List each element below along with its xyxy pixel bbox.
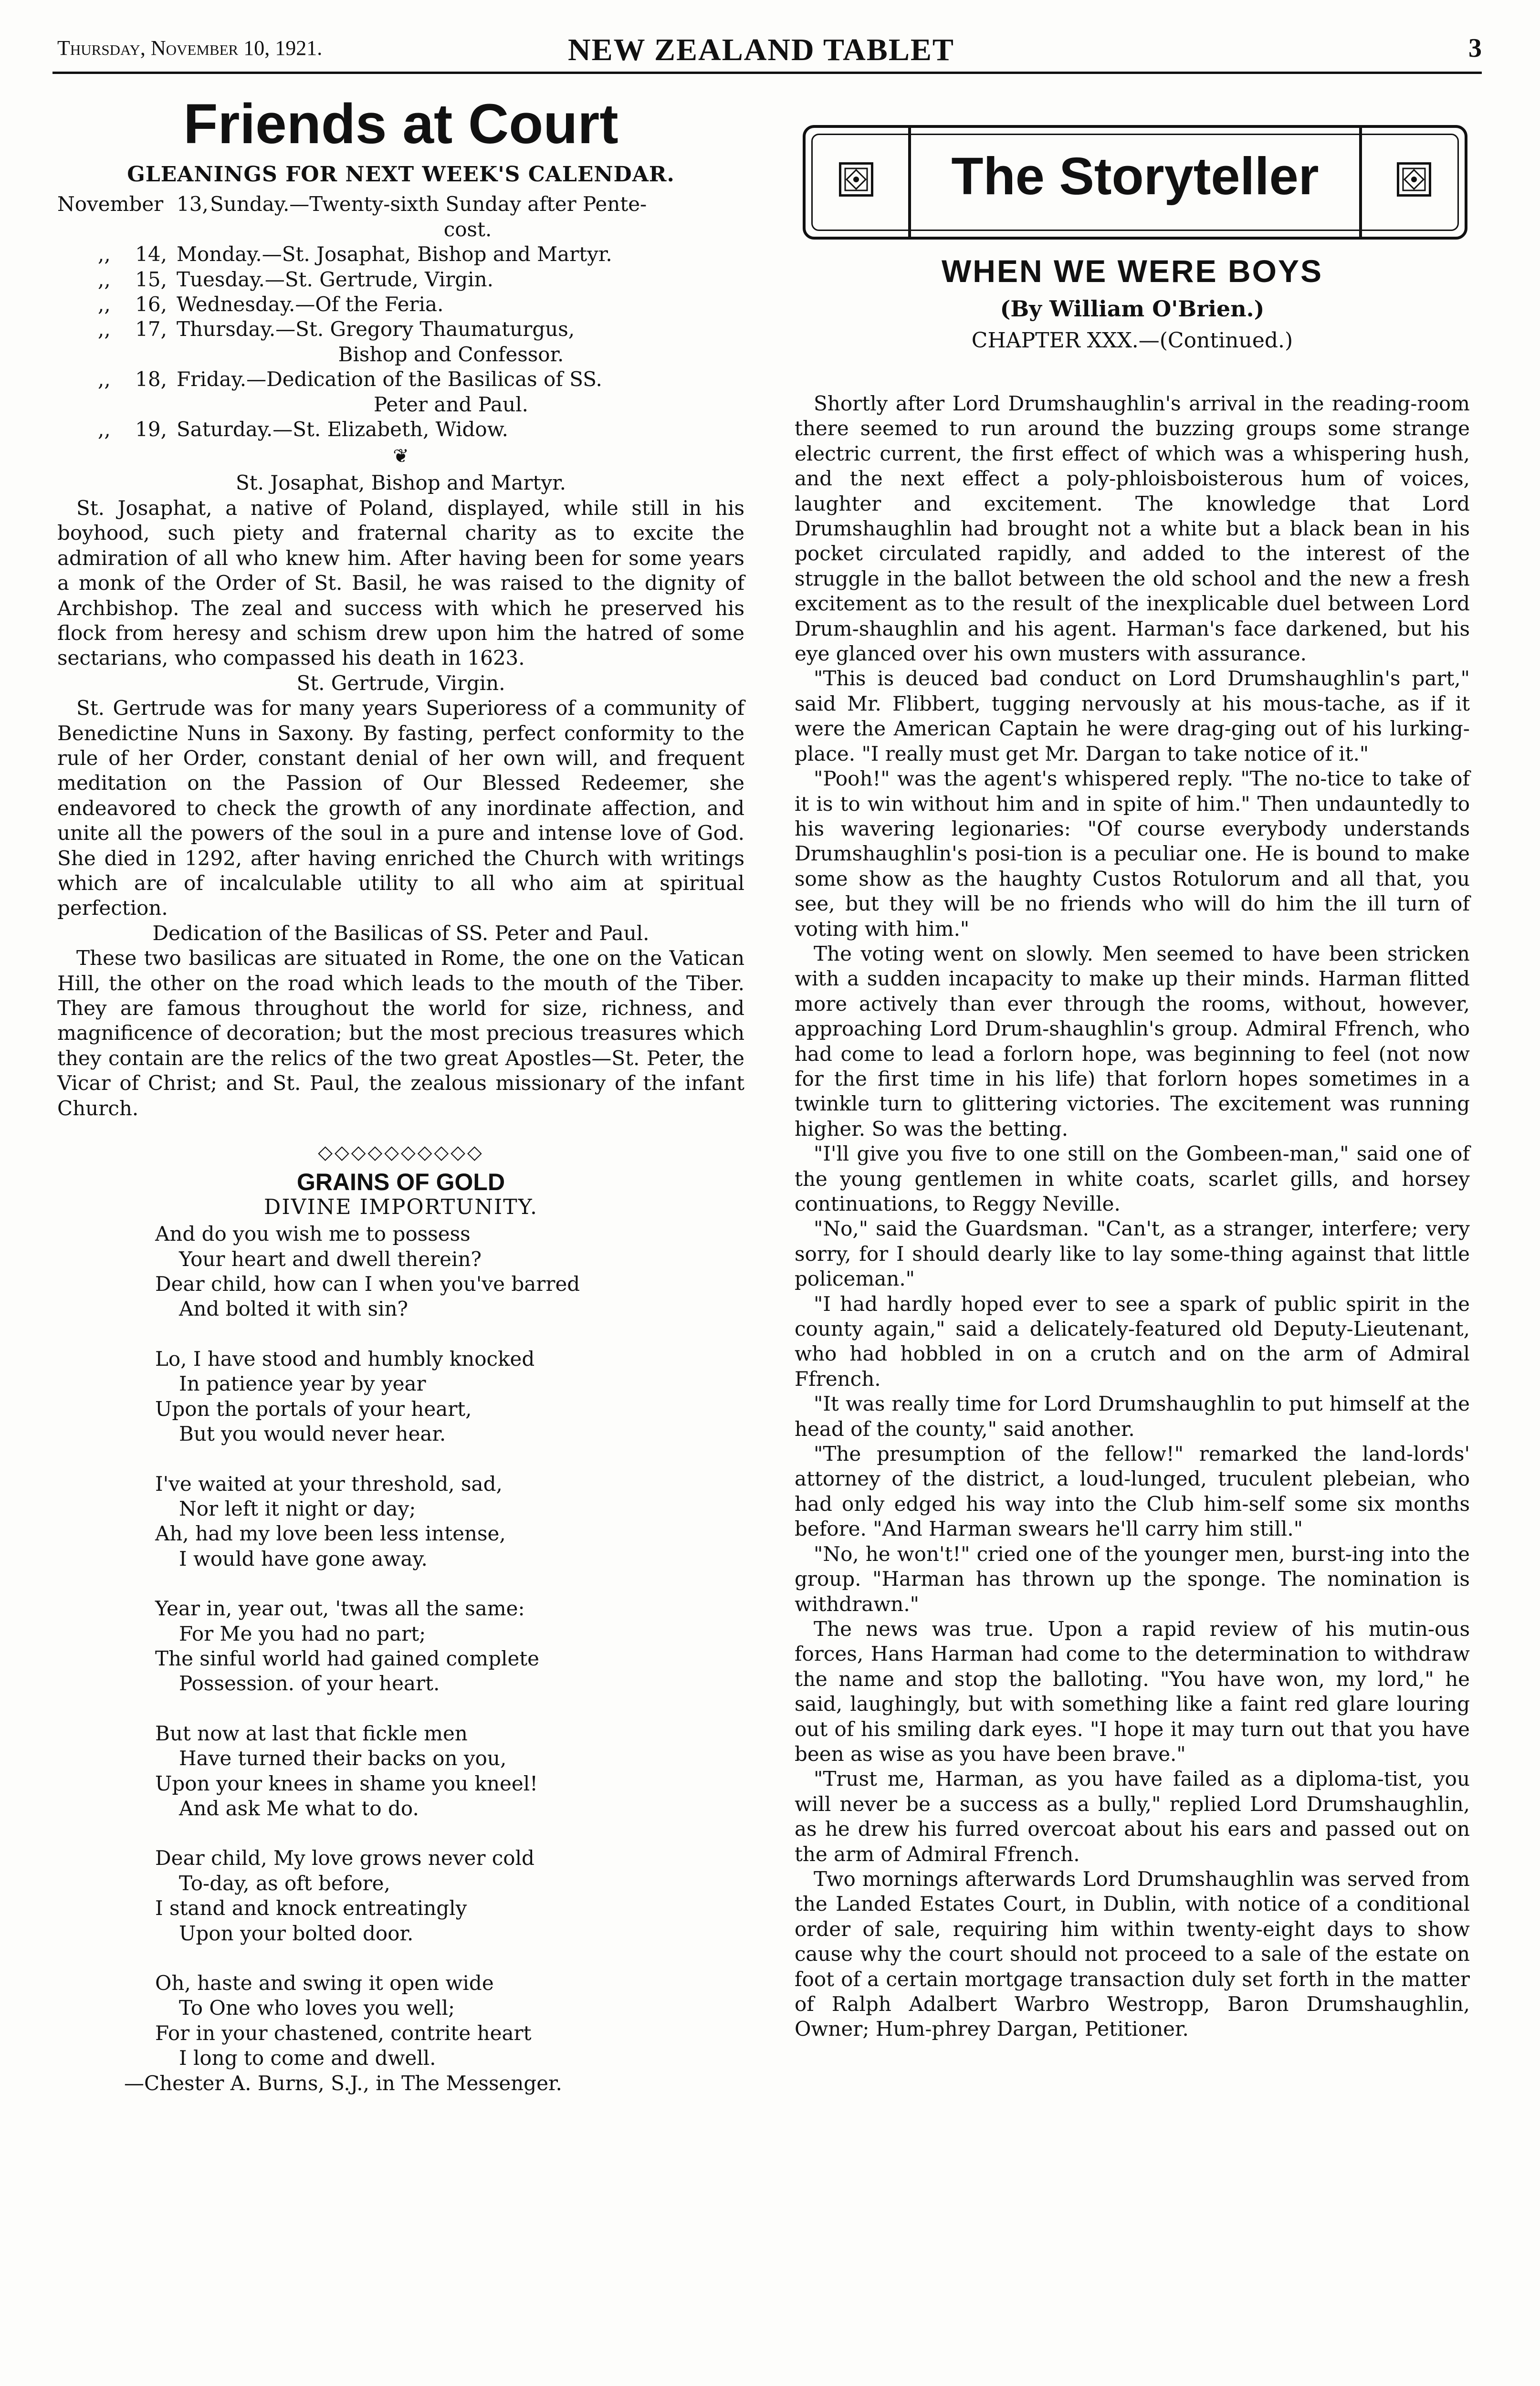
calendar-text xyxy=(177,367,744,417)
poem-line: Possession. of your heart. xyxy=(179,1672,440,1695)
left-column xyxy=(57,76,744,2096)
story-paragraph: "I'll give you five to one still on the Gombeen-man," said one of the young gentlemen in white coats, scarlet gills, and horsey continuations, to Reggy Neville. xyxy=(795,1142,1470,1215)
poem-line: Dear child, My love grows never cold xyxy=(155,1846,534,1870)
poem-line: Ah, had my love been less intense, xyxy=(155,1522,506,1546)
poem-line: In patience year by year xyxy=(179,1372,426,1396)
ditto-mark: ,, xyxy=(98,367,111,391)
calendar-text xyxy=(210,192,744,242)
calendar-line: Peter and Paul. xyxy=(374,392,528,416)
calendar-day-number: 13, xyxy=(177,192,209,216)
calendar-text xyxy=(177,267,744,292)
calendar-text xyxy=(177,292,744,317)
banner-divider xyxy=(908,128,911,237)
calendar-day-number: 18, xyxy=(135,367,167,391)
calendar-entry xyxy=(57,292,744,317)
poem-line: Upon your knees in shame you kneel! xyxy=(155,1771,538,1795)
poem-stanza xyxy=(155,1846,744,1946)
calendar-list xyxy=(57,192,744,442)
issue-date: Thursday, November 10, 1921. xyxy=(57,36,323,60)
poem-line: Year in, year out, 'twas all the same: xyxy=(155,1597,525,1621)
storyteller-title: The Storyteller xyxy=(951,147,1319,206)
poem-line: Upon your bolted door. xyxy=(179,1921,414,1945)
ornament-icon: ❦ xyxy=(393,445,409,468)
storyteller-banner xyxy=(803,125,1467,240)
story-paragraph: Shortly after Lord Drumshaughlin's arrival in the reading-room there seemed to run around the buzzing groups some strange electric current, the first effect of which was a whispering hush, and the next effect a poly-phloisboisterous hum of voices, laughter and excitement. The knowledge that Lord Drumshaughlin had brought not a white but a black bean in his pocket circulated rapidly, and added to the interest of the struggle in the ballot between the old school and the new a fresh excitement as to the result of the inexplicable duel between Lord Drum-shaughlin and his agent. Harman's face darkened, but his eye glanced over his own musters with assurance. xyxy=(795,392,1470,666)
calendar-day-number: 19, xyxy=(135,418,167,441)
poem-line: But you would never hear. xyxy=(179,1422,446,1446)
calendar-text xyxy=(177,417,744,442)
calendar-line: Monday.—St. Josaphat, Bishop and Martyr. xyxy=(177,242,612,266)
feast-paragraph: St. Gertrude was for many years Superioress of a community of Benedictine Nuns in Saxony. By fasting, perfect conformity to the rule of her Order, constant denial of her own will, and frequent meditation on the Passion of Our Blessed Redeemer, she endeavored to check the growth of any inordinate affection, and unite all the powers of the soul in a pure and intense love of God. She died in 1292, after having enriched the Church with writings which are of incalculable utility to all who aim at spiritual perfection. xyxy=(57,696,744,920)
poem xyxy=(57,1222,744,2071)
ditto-mark: ,, xyxy=(98,418,111,441)
calendar-line: Saturday.—St. Elizabeth, Widow. xyxy=(177,418,509,441)
feast-heading: Dedication of the Basilicas of SS. Peter and Paul. xyxy=(152,921,650,945)
story-byline: (By William O'Brien.) xyxy=(1000,296,1265,322)
poem-attribution: —Chester A. Burns, S.J., in The Messenger. xyxy=(124,2071,562,2095)
poem-line: Lo, I have stood and humbly knocked xyxy=(155,1347,535,1371)
ditto-mark: ,, xyxy=(98,267,111,291)
poem-line: I long to come and dwell. xyxy=(179,2046,436,2070)
calendar-line: Sunday.—Twenty-sixth Sunday after Pente- xyxy=(210,192,647,216)
ditto-mark: ,, xyxy=(98,317,111,341)
calendar-line: Friday.—Dedication of the Basilicas of SS. xyxy=(177,367,602,391)
poem-line: To One who loves you well; xyxy=(179,1996,455,2020)
poem-title: DIVINE IMPORTUNITY. xyxy=(264,1194,538,1219)
story-paragraph: "Trust me, Harman, as you have failed as a diploma-tist, you will never be a success as a bully," replied Lord Drumshaughlin, as he drew his furred overcoat about his ears and passed out on the arm of Admiral Ffrench. xyxy=(795,1767,1470,1866)
calendar-line: Tuesday.—St. Gertrude, Virgin. xyxy=(177,267,494,291)
story-body xyxy=(795,391,1470,2042)
poem-line: Upon the portals of your heart, xyxy=(155,1397,472,1421)
poem-line: The sinful world had gained complete xyxy=(155,1646,540,1670)
poem-stanza xyxy=(155,1596,744,1696)
calendar-date: November xyxy=(57,192,164,216)
ditto-mark: ,, xyxy=(98,293,111,316)
calendar-entry xyxy=(57,367,744,417)
poem-stanza xyxy=(155,1721,744,1821)
calendar-line: Thursday.—St. Gregory Thaumaturgus, xyxy=(177,317,575,341)
grains-of-gold-title: GRAINS OF GOLD xyxy=(296,1169,505,1196)
feast-paragraph: St. Josaphat, a native of Poland, displayed, while still in his boyhood, such piety and fraternal charity as to excite the admiration of all who knew him. After having been for some years a monk of the Order of St. Basil, he was raised to the dignity of Archbishop. The zeal and success with which he preserved his flock from heresy and schism drew upon him the hatred of some sectarians, who compassed his death in 1623. xyxy=(57,496,744,670)
poem-line: For Me you had no part; xyxy=(179,1622,426,1645)
poem-line: Have turned their backs on you, xyxy=(179,1747,507,1770)
masthead-rule xyxy=(52,72,1482,74)
poem-stanza xyxy=(155,1222,744,1322)
poem-line: Your heart and dwell therein? xyxy=(179,1247,482,1271)
poem-line: I would have gone away. xyxy=(179,1547,428,1570)
poem-stanza xyxy=(155,1472,744,1572)
calendar-day-number: 17, xyxy=(135,317,167,341)
story-title: WHEN WE WERE BOYS xyxy=(941,253,1323,289)
masthead xyxy=(57,26,1482,72)
poem-line: And ask Me what to do. xyxy=(179,1796,419,1820)
calendar-day-number: 15, xyxy=(135,267,167,291)
poem-line: Oh, haste and swing it open wide xyxy=(155,1971,494,1995)
banner-divider xyxy=(1359,128,1362,237)
story-paragraph: "The presumption of the fellow!" remarked the land-lords' attorney of the district, a loud-lunged, truculent plebeian, who had only edged his way into the Club him-self some six months before. "And Harman swears he'll carry him still." xyxy=(795,1442,1470,1541)
story-paragraph: "No," said the Guardsman. "Can't, as a stranger, interfere; very sorry, for I should dearly like to lay some-thing against that little policeman." xyxy=(795,1217,1470,1291)
poem-line: I've waited at your threshold, sad, xyxy=(155,1472,503,1496)
poem-stanza xyxy=(155,1347,744,1447)
story-paragraph: "I had hardly hoped ever to see a spark of public spirit in the county again," said a delicately-featured old Deputy-Lieutenant, who had hobbled in on a crutch and on the arm of Admiral Ffrench. xyxy=(795,1292,1470,1391)
calendar-line: Bishop and Confessor. xyxy=(338,342,564,366)
calendar-subtitle: GLEANINGS FOR NEXT WEEK'S CALENDAR. xyxy=(127,162,675,187)
calendar-entry xyxy=(57,242,744,267)
calendar-line: cost. xyxy=(443,217,492,241)
poem-line: But now at last that fickle men xyxy=(155,1721,468,1745)
calendar-line: Wednesday.—Of the Feria. xyxy=(177,293,444,316)
poem-line: I stand and knock entreatingly xyxy=(155,1896,467,1920)
poem-line: To-day, as oft before, xyxy=(179,1871,390,1895)
calendar-text xyxy=(177,242,744,267)
story-chapter: CHAPTER XXX.—(Continued.) xyxy=(971,328,1293,353)
story-paragraph: "This is deuced bad conduct on Lord Drumshaughlin's part," said Mr. Flibbert, tugging nervously at his mous-tache, as if it were the American Captain he were drag-ging out of his lurking-place. "I really must get Mr. Dargan to take notice of it." xyxy=(795,667,1470,765)
ditto-mark: ,, xyxy=(98,242,111,266)
poem-line: Nor left it night or day; xyxy=(179,1496,416,1520)
poem-line: For in your chastened, contrite heart xyxy=(155,2021,532,2045)
calendar-entry xyxy=(57,317,744,367)
calendar-entry xyxy=(57,267,744,292)
story-paragraph: "Pooh!" was the agent's whispered reply. "The no-tice to take of it is to win without him and in spite of him." Then undauntedly to his wavering legionaries: "Of course everybody understands Drumshaughlin's posi-tion is a peculiar one. He is bound to make some show as the haughty Custos Rotulorum and all that, you see, but they will be no friends who will do him the ill turn of voting with him." xyxy=(795,767,1470,941)
poem-line: And bolted it with sin? xyxy=(179,1297,409,1321)
story-paragraph: "It was really time for Lord Drumshaughlin to put himself at the head of the county," said another. xyxy=(795,1392,1470,1441)
calendar-entry xyxy=(57,192,744,242)
emblem-icon xyxy=(1397,162,1431,197)
poem-line: Dear child, how can I when you've barred xyxy=(155,1272,580,1296)
feast-paragraph: These two basilicas are situated in Rome, the one on the Vatican Hill, the other on the road which leads to the mouth of the Tiber. They are famous throughout the world for size, richness, and magnificence of decoration; but the most precious treasures which they contain are the relics of the two great Apostles—St. Peter, the Vicar of Christ; and St. Paul, the zealous missionary of the infant Church. xyxy=(57,946,744,1120)
calendar-entry xyxy=(57,417,744,442)
story-paragraph: The voting went on slowly. Men seemed to have been stricken with a sudden incapacity to make up their minds. Harman flitted more actively than ever through the rooms, without, however, approaching Lord Drum-shaughlin's group. Admiral Ffrench, who had come to lead a forlorn hope, was beginning to feel (not now for the first time in his life) that forlorn hopes sometimes in a twinkle turn to glittering victories. The excitement was running higher. So was the betting. xyxy=(795,942,1470,1141)
story-paragraph: "No, he won't!" cried one of the younger men, burst-ing into the group. "Harman has thrown up the sponge. The nomination is withdrawn." xyxy=(795,1542,1470,1616)
calendar-day-number: 16, xyxy=(135,293,167,316)
calendar-day-number: 14, xyxy=(135,242,167,266)
feast-heading: St. Gertrude, Virgin. xyxy=(296,671,505,695)
emblem-icon xyxy=(839,162,873,197)
newspaper-title: NEW ZEALAND TABLET xyxy=(568,32,954,67)
story-paragraph: The news was true. Upon a rapid review of his mutin-ous forces, Hans Harman had come to the determination to withdraw the name and stop the balloting. "You have won, my lord," he said, laughingly, but with something like a faint red glare louring out of his smiling dark eyes. "I hope it may turn out that you have been as wise as you have been brave." xyxy=(795,1617,1470,1766)
page-number: 3 xyxy=(1468,33,1482,63)
feast-heading: St. Josaphat, Bishop and Martyr. xyxy=(236,471,566,495)
poem-stanza xyxy=(155,1971,744,2071)
friends-at-court-title: Friends at Court xyxy=(183,93,618,156)
diamond-divider-icon: ◇◇◇◇◇◇◇◇◇◇ xyxy=(318,1141,484,1164)
story-paragraph: Two mornings afterwards Lord Drumshaughlin was served from the Landed Estates Court, in Dublin, with notice of a conditional order of sale, requiring him within twenty-eight days to show cause why the court should not proceed to a sale of the estate on foot of a certain mortgage transaction duly set forth in the matter of Ralph Adalbert Warbro Westropp, Baron Drumshaughlin, Owner; Hum-phrey Dargan, Petitioner. xyxy=(795,1867,1470,2041)
poem-line: And do you wish me to possess xyxy=(155,1222,471,1246)
calendar-text xyxy=(177,317,744,367)
story-header xyxy=(795,253,1470,353)
